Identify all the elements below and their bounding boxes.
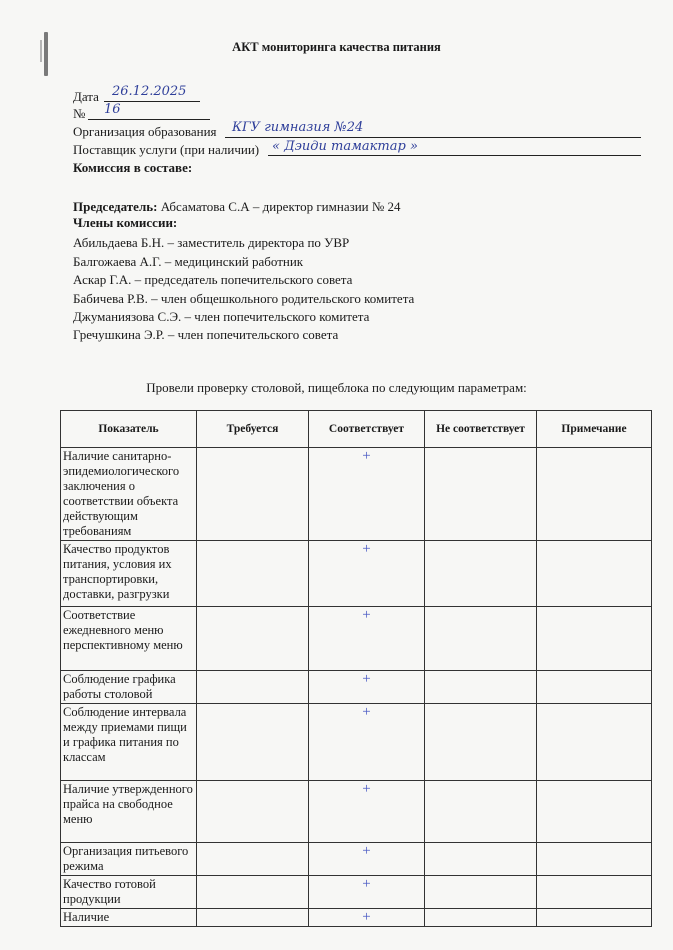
complies-mark: +: [309, 781, 425, 843]
supplier-underline: [268, 155, 641, 156]
organization-value: КГУ гимназия №24: [232, 120, 364, 135]
required-cell: [197, 448, 309, 541]
member-item: Бабичева Р.В. – член общешкольного родительского комитета: [73, 291, 415, 306]
header-indicator: Показатель: [61, 411, 197, 448]
inspection-table: [60, 410, 652, 927]
chair-line: [73, 199, 401, 215]
required-cell: [197, 704, 309, 781]
indicator-cell: Наличие утвержденного прайса на свободное меню: [61, 781, 197, 843]
complies-mark: +: [309, 704, 425, 781]
note-cell: [537, 448, 652, 541]
required-cell: [197, 781, 309, 843]
commission-label: Комиссия в составе:: [73, 160, 193, 175]
note-cell: [537, 541, 652, 607]
header-complies: Соответствует: [309, 411, 425, 448]
supplier-label: Поставщик услуги (при наличии): [73, 142, 260, 157]
member-item: Абильдаева Б.Н. – заместитель директора по УВР: [73, 235, 350, 250]
note-cell: [537, 781, 652, 843]
note-cell: [537, 704, 652, 781]
table-row: [61, 704, 652, 781]
required-cell: [197, 843, 309, 876]
not-complies-cell: [425, 876, 537, 909]
table-row: [61, 607, 652, 671]
table-row: [61, 909, 652, 927]
required-cell: [197, 909, 309, 927]
indicator-cell: Соблюдение графика работы столовой: [61, 671, 197, 704]
not-complies-cell: [425, 541, 537, 607]
intro-text: Провели проверку столовой, пищеблока по следующим параметрам:: [146, 380, 527, 395]
note-cell: [537, 607, 652, 671]
complies-mark: +: [309, 541, 425, 607]
not-complies-cell: [425, 909, 537, 927]
table-row: [61, 448, 652, 541]
chair-value: Абсаматова С.А – директор гимназии № 24: [160, 199, 401, 214]
number-underline: [88, 119, 210, 120]
required-cell: [197, 607, 309, 671]
required-cell: [197, 876, 309, 909]
number-value: 16: [104, 102, 121, 117]
indicator-cell: Соответствие ежедневного меню перспективному меню: [61, 607, 197, 671]
members-label: Члены комиссии:: [73, 215, 178, 230]
chair-label: Председатель:: [73, 199, 158, 214]
required-cell: [197, 671, 309, 704]
header-not-complies: Не соответствует: [425, 411, 537, 448]
not-complies-cell: [425, 781, 537, 843]
not-complies-cell: [425, 448, 537, 541]
complies-mark: +: [309, 843, 425, 876]
header-required: Требуется: [197, 411, 309, 448]
note-cell: [537, 909, 652, 927]
note-cell: [537, 843, 652, 876]
complies-mark: +: [309, 607, 425, 671]
table-row: [61, 671, 652, 704]
complies-mark: +: [309, 671, 425, 704]
document-title: АКТ мониторинга качества питания: [232, 40, 441, 54]
note-cell: [537, 671, 652, 704]
indicator-cell: Наличие санитарно-эпидемиологического заключения о соответствии объекта действующим требованиям: [61, 448, 197, 541]
indicator-cell: Качество продуктов питания, условия их транспортировки, доставки, разгрузки: [61, 541, 197, 607]
member-item: Джуманиязова С.Э. – член попечительского комитета: [73, 309, 370, 324]
member-item: Гречушкина Э.Р. – член попечительского совета: [73, 327, 339, 342]
required-cell: [197, 541, 309, 607]
indicator-cell: Соблюдение интервала между приемами пищи и графика питания по классам: [61, 704, 197, 781]
supplier-value: « Дэиди тамактар »: [272, 139, 418, 154]
complies-mark: +: [309, 448, 425, 541]
date-label: Дата: [73, 89, 99, 104]
complies-mark: +: [309, 876, 425, 909]
not-complies-cell: [425, 607, 537, 671]
table-row: [61, 876, 652, 909]
not-complies-cell: [425, 704, 537, 781]
member-item: Аскар Г.А. – председатель попечительского совета: [73, 272, 353, 287]
header-note: Примечание: [537, 411, 652, 448]
indicator-cell: Организация питьевого режима: [61, 843, 197, 876]
organization-label: Организация образования: [73, 124, 217, 139]
not-complies-cell: [425, 843, 537, 876]
table-row: [61, 541, 652, 607]
table-row: [61, 843, 652, 876]
indicator-cell: Наличие: [61, 909, 197, 927]
note-cell: [537, 876, 652, 909]
member-item: Балгожаева А.Г. – медицинский работник: [73, 254, 304, 269]
date-value: 26.12.2025: [112, 84, 187, 99]
number-label: №: [73, 106, 86, 121]
complies-mark: +: [309, 909, 425, 927]
table-header-row: [61, 411, 652, 448]
not-complies-cell: [425, 671, 537, 704]
indicator-cell: Качество готовой продукции: [61, 876, 197, 909]
table-row: [61, 781, 652, 843]
organization-underline: [225, 137, 641, 138]
